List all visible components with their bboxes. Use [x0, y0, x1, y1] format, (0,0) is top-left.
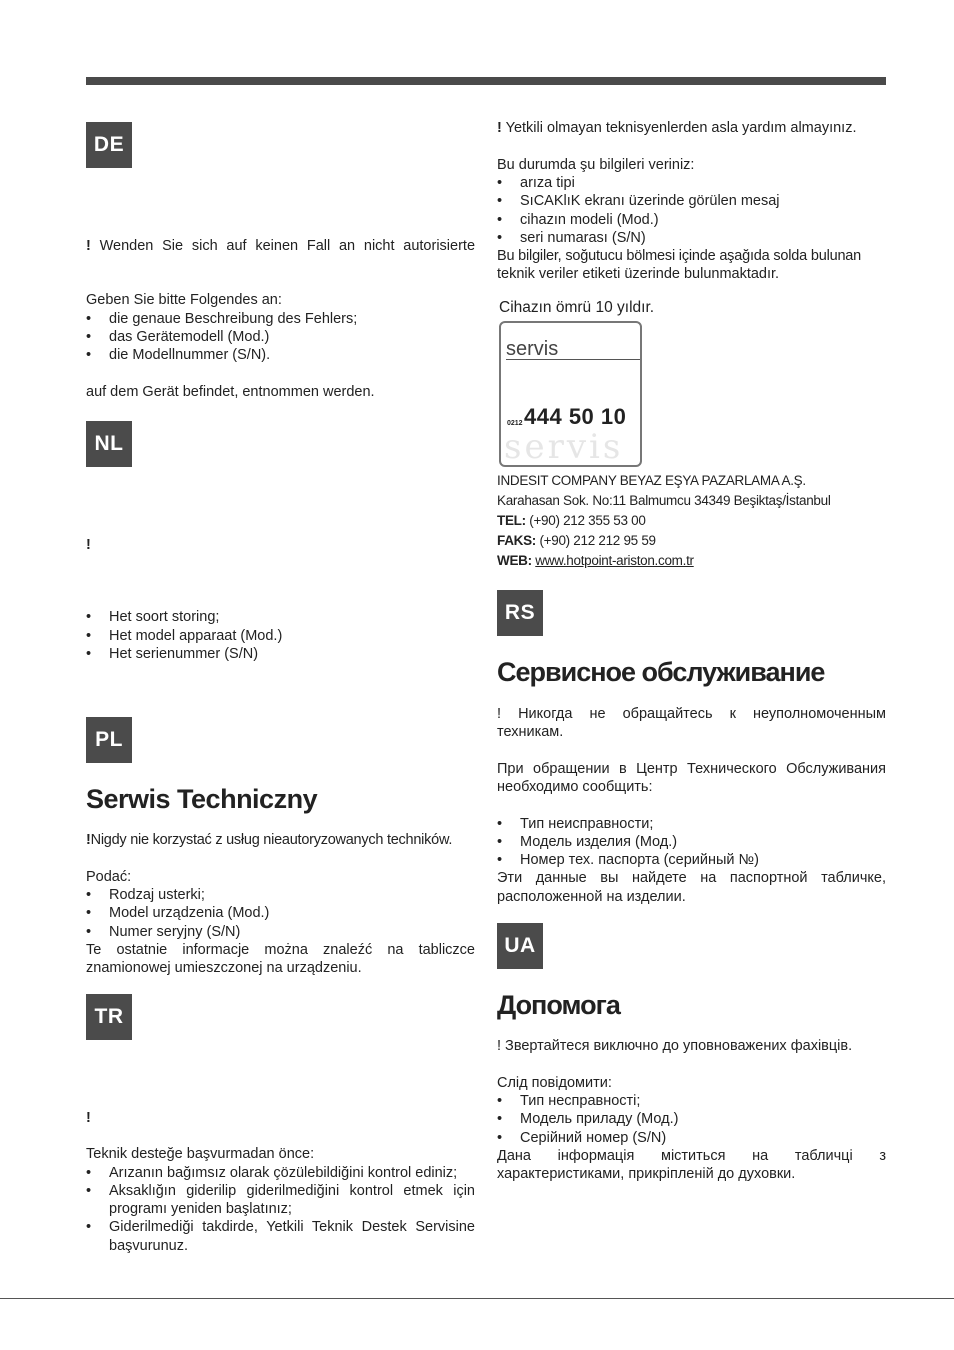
warning-mark: !: [497, 120, 502, 136]
nl-warning-mark: !: [86, 537, 91, 553]
company-fax: [497, 532, 656, 550]
list-item-continuation: programı yeniden başlatınız;: [109, 1201, 292, 1217]
list-item-text: Het soort storing;: [109, 609, 220, 625]
fax-label: FAKS:: [497, 533, 537, 548]
tr-info-footer-line2: teknik veriler etiketi üzerinde bulunmaktadır.: [497, 266, 780, 282]
rs-footer-line1: Эти данные вы найдете на паспортной табличке,: [497, 870, 886, 886]
tel-label: TEL:: [497, 513, 526, 528]
pl-warning: [86, 831, 452, 849]
rs-footer-line2: расположенной на изделии.: [497, 889, 686, 905]
list-item-text: Тип несправності;: [520, 1093, 641, 1109]
bottom-rule: [0, 1298, 954, 1299]
list-item-text: Rodzaj usterki;: [109, 887, 205, 903]
list-item-text: die Modellnummer (S/N).: [109, 347, 271, 363]
list-item-text: Тип неисправности;: [520, 816, 654, 832]
rs-warning-line1: ! Никогда не обращайтесь к неуполномоченным: [497, 706, 886, 722]
service-label-watermark: servis: [504, 427, 624, 467]
ua-section-title: Допомога: [497, 990, 620, 1020]
language-badge-ua: UA: [497, 923, 543, 969]
language-badge-rs: RS: [497, 590, 543, 636]
service-label-title: servis: [506, 339, 640, 360]
language-badge-pl: PL: [86, 717, 132, 763]
bullet-icon: •: [86, 628, 92, 644]
list-item-text: Модель приладу (Мод.): [520, 1111, 679, 1127]
rs-section-title: Сервисное обслуживание: [497, 657, 825, 687]
pl-warning-text: Nigdy nie korzystać z usług nieautoryzowanych techników.: [90, 832, 453, 848]
bullet-icon: •: [86, 924, 92, 940]
company-address: Karahasan Sok. No:11 Balmumcu 34349 Beşiktaş/İstanbul: [497, 493, 831, 508]
company-name: INDESIT COMPANY BEYAZ EŞYA PAZARLAMA A.Ş.: [497, 473, 806, 488]
list-item-text: Model urządzenia (Mod.): [109, 905, 270, 921]
rs-warning-line2: техникам.: [497, 724, 564, 740]
tr-warning-text: Yetkili olmayan teknisyenlerden asla yardım almayınız.: [505, 120, 857, 136]
list-item-continuation: başvurunuz.: [109, 1238, 188, 1254]
bullet-icon: •: [497, 852, 503, 868]
rs-intro-line1: При обращении в Центр Технического Обслуживания: [497, 761, 886, 777]
pl-intro: Podać:: [86, 869, 132, 885]
de-intro: Geben Sie bitte Folgendes an:: [86, 292, 282, 308]
de-footer: auf dem Gerät befindet, entnommen werden.: [86, 384, 375, 400]
pl-footer-line2: znamionowej umieszczonej na urządzeniu.: [86, 960, 362, 976]
language-badge-nl: NL: [86, 421, 132, 467]
tr-warning: [497, 119, 856, 137]
ua-intro: Слід повідомити:: [497, 1075, 612, 1091]
bullet-icon: •: [497, 1130, 503, 1146]
bullet-icon: •: [86, 609, 92, 625]
bullet-icon: •: [86, 347, 92, 363]
pl-footer-line1: Te ostatnie informacje można znaleźć na tabliczce: [86, 942, 475, 958]
list-item-text: Aksaklığın giderilip giderilmediğini kontrol etmek için: [109, 1183, 475, 1199]
bullet-icon: •: [497, 175, 503, 191]
tr-info-footer-line1: Bu bilgiler, soğutucu bölmesi içinde aşağıda solda bulunan: [497, 248, 862, 264]
fax-value: (+90) 212 212 95 59: [539, 533, 656, 548]
bullet-icon: •: [497, 816, 503, 832]
list-item-text: Серійний номер (S/N): [520, 1130, 667, 1146]
web-link[interactable]: www.hotpoint-ariston.com.tr: [535, 553, 694, 568]
list-item-text: Het serienummer (S/N): [109, 646, 259, 662]
bullet-icon: •: [497, 1093, 503, 1109]
top-rule: [86, 77, 886, 85]
bullet-icon: •: [86, 646, 92, 662]
service-label: [499, 321, 642, 467]
bullet-icon: •: [86, 905, 92, 921]
list-item-text: die genaue Beschreibung des Fehlers;: [109, 311, 358, 327]
de-warning: [86, 237, 475, 255]
ua-footer-line1: Дана інформація міститься на табличці з: [497, 1148, 886, 1164]
language-badge-tr: TR: [86, 994, 132, 1040]
de-warning-text: Wenden Sie sich auf keinen Fall an nicht autorisierte: [99, 238, 476, 254]
bullet-icon: •: [497, 1111, 503, 1127]
bullet-icon: •: [86, 311, 92, 327]
tel-value: (+90) 212 355 53 00: [529, 513, 646, 528]
web-label: WEB:: [497, 553, 532, 568]
tr-info-intro: Bu durumda şu bilgileri veriniz:: [497, 157, 695, 173]
service-phone-number: 444 50 10: [524, 404, 627, 429]
list-item-text: seri numarası (S/N): [520, 230, 646, 246]
ua-warning: ! Звертайтеся виключно до уповноважених фахівців.: [497, 1038, 853, 1054]
list-item-text: Номер тех. паспорта (серийный №): [520, 852, 759, 868]
warning-mark: !: [86, 832, 91, 848]
bullet-icon: •: [86, 887, 92, 903]
company-tel: [497, 512, 646, 530]
service-phone-prefix: 0212: [507, 420, 523, 427]
list-item-text: das Gerätemodell (Mod.): [109, 329, 270, 345]
tr-lifetime: Cihazın ömrü 10 yıldır.: [499, 299, 655, 316]
list-item-text: Het model apparaat (Mod.): [109, 628, 283, 644]
rs-intro-line2: необходимо сообщить:: [497, 779, 653, 795]
list-item-text: Numer seryjny (S/N): [109, 924, 241, 940]
tr-intro: Teknik desteğe başvurmadan önce:: [86, 1146, 315, 1162]
bullet-icon: •: [497, 193, 503, 209]
warning-mark: !: [86, 238, 91, 254]
language-badge-de: DE: [86, 122, 132, 168]
tr-warning-mark: !: [86, 1110, 91, 1126]
list-item-text: arıza tipi: [520, 175, 575, 191]
bullet-icon: •: [497, 212, 503, 228]
list-item-text: Модель изделия (Мод.): [520, 834, 678, 850]
bullet-icon: •: [86, 1183, 92, 1199]
bullet-icon: •: [86, 329, 92, 345]
company-web: [497, 552, 694, 570]
list-item-text: cihazın modeli (Mod.): [520, 212, 659, 228]
bullet-icon: •: [86, 1219, 92, 1235]
list-item-text: Giderilmediği takdirde, Yetkili Teknik Destek Servisine: [109, 1219, 475, 1235]
pl-section-title: Serwis Techniczny: [86, 784, 318, 814]
bullet-icon: •: [497, 834, 503, 850]
ua-footer-line2: характеристиками, прикріпленій до духовки.: [497, 1166, 796, 1182]
list-item-text: Arızanın bağımsız olarak çözülebildiğini kontrol ediniz;: [109, 1165, 458, 1181]
list-item-text: SıCAKlıK ekranı üzerinde görülen mesaj: [520, 193, 780, 209]
bullet-icon: •: [86, 1165, 92, 1181]
bullet-icon: •: [497, 230, 503, 246]
